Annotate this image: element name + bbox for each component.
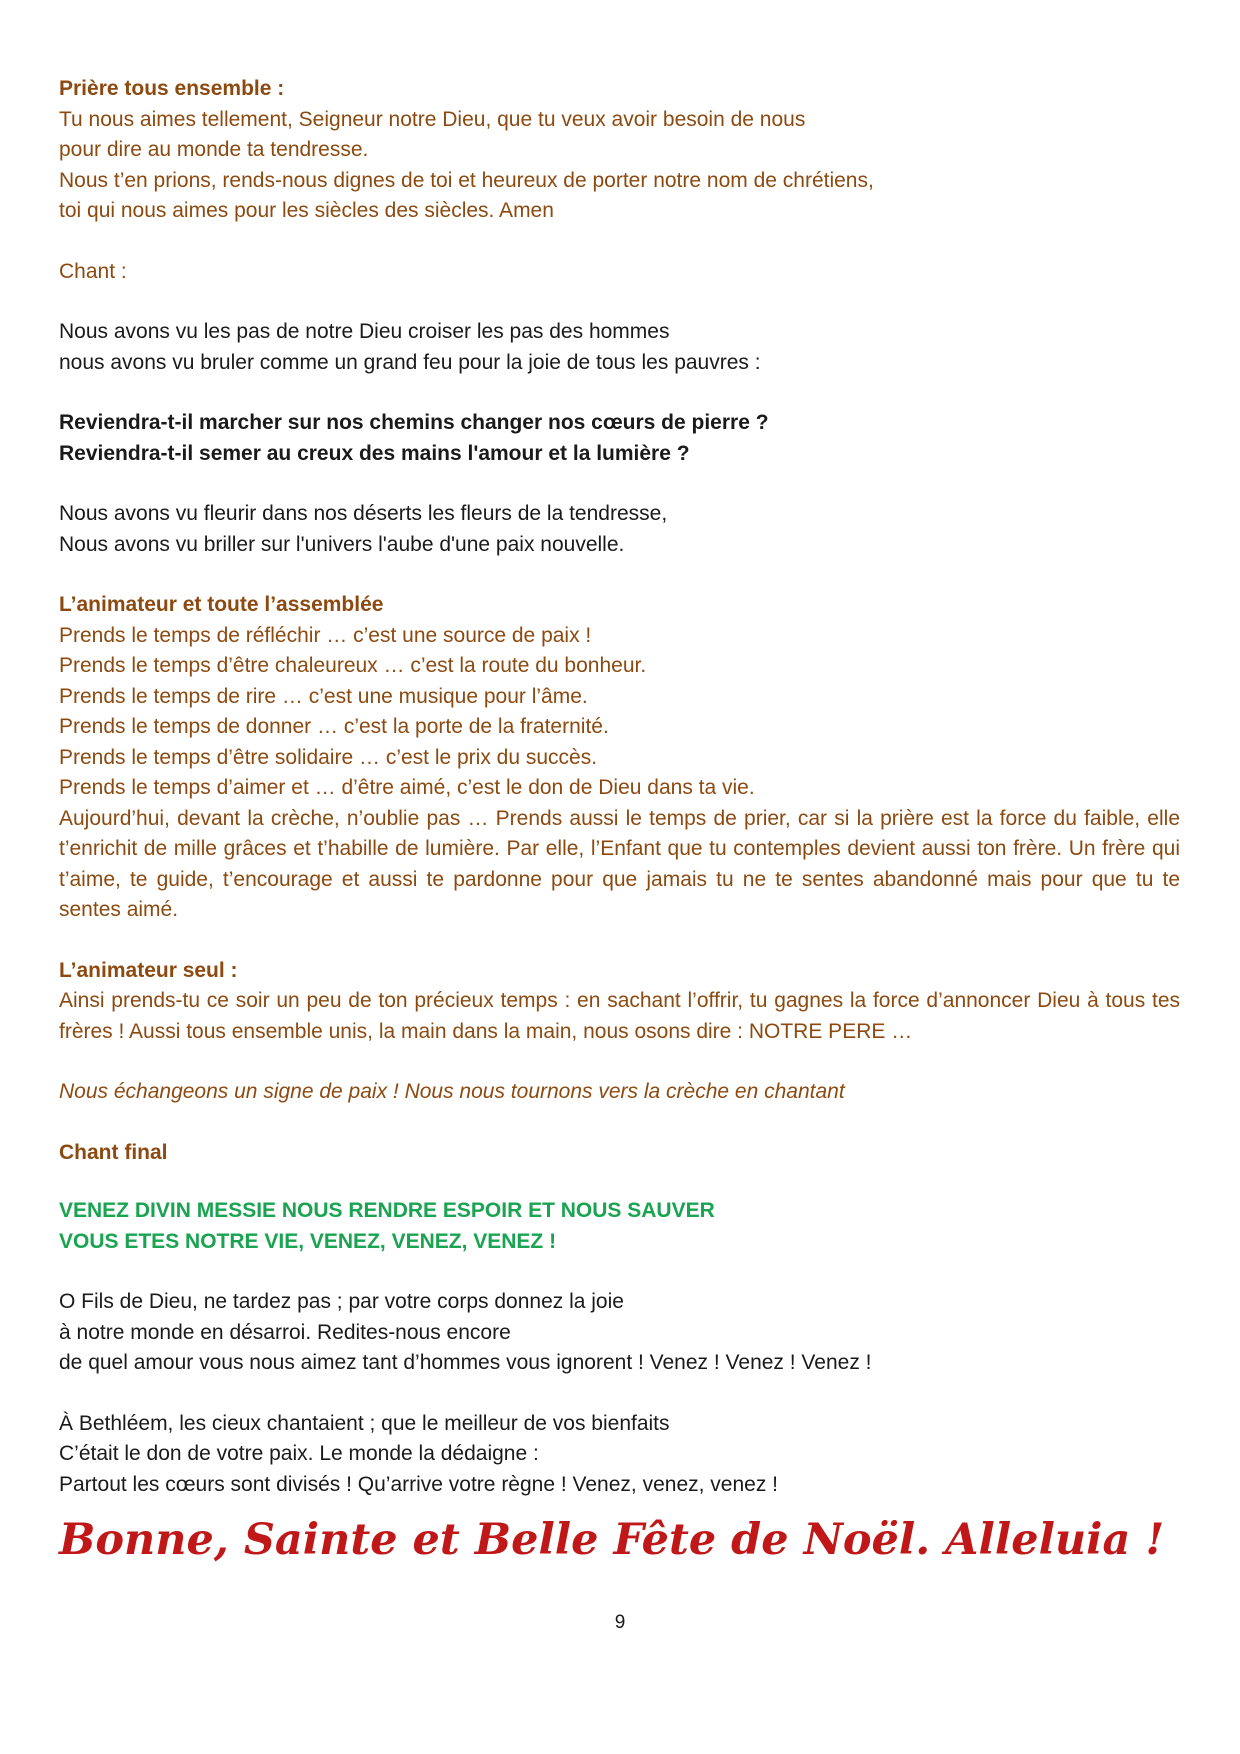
priere-title: Prière tous ensemble : (59, 77, 285, 100)
prends-le-temps-line: Prends le temps de réfléchir … c’est une source de paix ! (59, 623, 592, 647)
animateur-assemblee-title: L’animateur et toute l’assemblée (59, 593, 384, 616)
chant-verse-line: Nous avons vu briller sur l'univers l'aube d'une paix nouvelle. (59, 532, 625, 556)
chant-title: Chant : (59, 259, 127, 283)
chant-refrain-line: Reviendra-t-il marcher sur nos chemins changer nos cœurs de pierre ? (59, 411, 769, 434)
chant-verse-line: Nous avons vu fleurir dans nos déserts les fleurs de la tendresse, (59, 502, 668, 525)
prends-le-temps-line: Prends le temps de rire … c’est une musique pour l’âme. (59, 684, 588, 708)
chant-final-verse-line: C’était le don de votre paix. Le monde la dédaigne : (59, 1442, 539, 1465)
signe-paix-instruction: Nous échangeons un signe de paix ! Nous nous tournons vers la crèche en chantant (59, 1080, 845, 1103)
chant-final-title: Chant final (59, 1140, 168, 1164)
prends-le-temps-line: Prends le temps d’aimer et … d’être aimé, c’est le don de Dieu dans ta vie. (59, 776, 755, 799)
priere-line: Nous t’en prions, rends-nous dignes de toi et heureux de porter notre nom de chrétiens, (59, 168, 874, 192)
chant-final-verse-line: À Bethléem, les cieux chantaient ; que le meilleur de vos bienfaits (59, 1411, 670, 1435)
priere-line: pour dire au monde ta tendresse. (59, 138, 369, 161)
chant-final-verse-line: Partout les cœurs sont divisés ! Qu’arrive votre règne ! Venez, venez, venez ! (59, 1472, 778, 1496)
chant-verse-line: Nous avons vu les pas de notre Dieu croiser les pas des hommes (59, 320, 670, 343)
animateur-seul-paragraph: Ainsi prends-tu ce soir un peu de ton précieux temps : en sachant l’offrir, tu gagnes la force d’annoncer Dieu à tous tes frères ! Aussi tous ensemble unis, la main dans la main, nous osons dire : NOTRE PERE … (59, 989, 1180, 1043)
prends-le-temps-line: Prends le temps de donner … c’est la porte de la fraternité. (59, 715, 609, 738)
prends-le-temps-line: Prends le temps d’être chaleureux … c’est la route du bonheur. (59, 654, 647, 677)
chant-final-refrain-line: VOUS ETES NOTRE VIE, VENEZ, VENEZ, VENEZ ! (59, 1229, 557, 1253)
priere-line: Tu nous aimes tellement, Seigneur notre Dieu, que tu veux avoir besoin de nous (59, 107, 806, 131)
animateur-seul-title: L’animateur seul : (59, 958, 238, 982)
chant-final-verse-line: de quel amour vous nous aimez tant d’hommes vous ignorent ! Venez ! Venez ! Venez ! (59, 1351, 872, 1374)
page-content (59, 74, 1180, 1500)
aujourdhui-paragraph: Aujourd’hui, devant la crèche, n’oublie pas … Prends aussi le temps de prier, car si la prière est la force du faible, elle t’enrichit de mille grâces et t’habille de lumière. Par elle, l’Enfant que tu contemples devient aussi ton frère. Un frère qui t’aime, te guide, t’encourage et aussi te pardonne pour que jamais tu ne te sentes abandonné mais pour que tu te sentes aimé. (59, 806, 1180, 921)
chant-final-verse-line: à notre monde en désarroi. Redites-nous encore (59, 1320, 511, 1344)
prends-le-temps-line: Prends le temps d’être solidaire … c’est le prix du succès. (59, 745, 598, 769)
chant-final-verse-line: O Fils de Dieu, ne tardez pas ; par votre corps donnez la joie (59, 1290, 624, 1313)
closing-greeting: Bonne, Sainte et Belle Fête de Noël. Alleluia ! (59, 1515, 1165, 1565)
page-number: 9 (614, 1612, 626, 1633)
chant-verse-line: nous avons vu bruler comme un grand feu pour la joie de tous les pauvres : (59, 350, 761, 374)
priere-line: toi qui nous aimes pour les siècles des siècles. Amen (59, 199, 554, 222)
chant-final-refrain-line: VENEZ DIVIN MESSIE NOUS RENDRE ESPOIR ET NOUS SAUVER (59, 1199, 715, 1222)
chant-refrain-line: Reviendra-t-il semer au creux des mains l'amour et la lumière ? (59, 441, 690, 465)
